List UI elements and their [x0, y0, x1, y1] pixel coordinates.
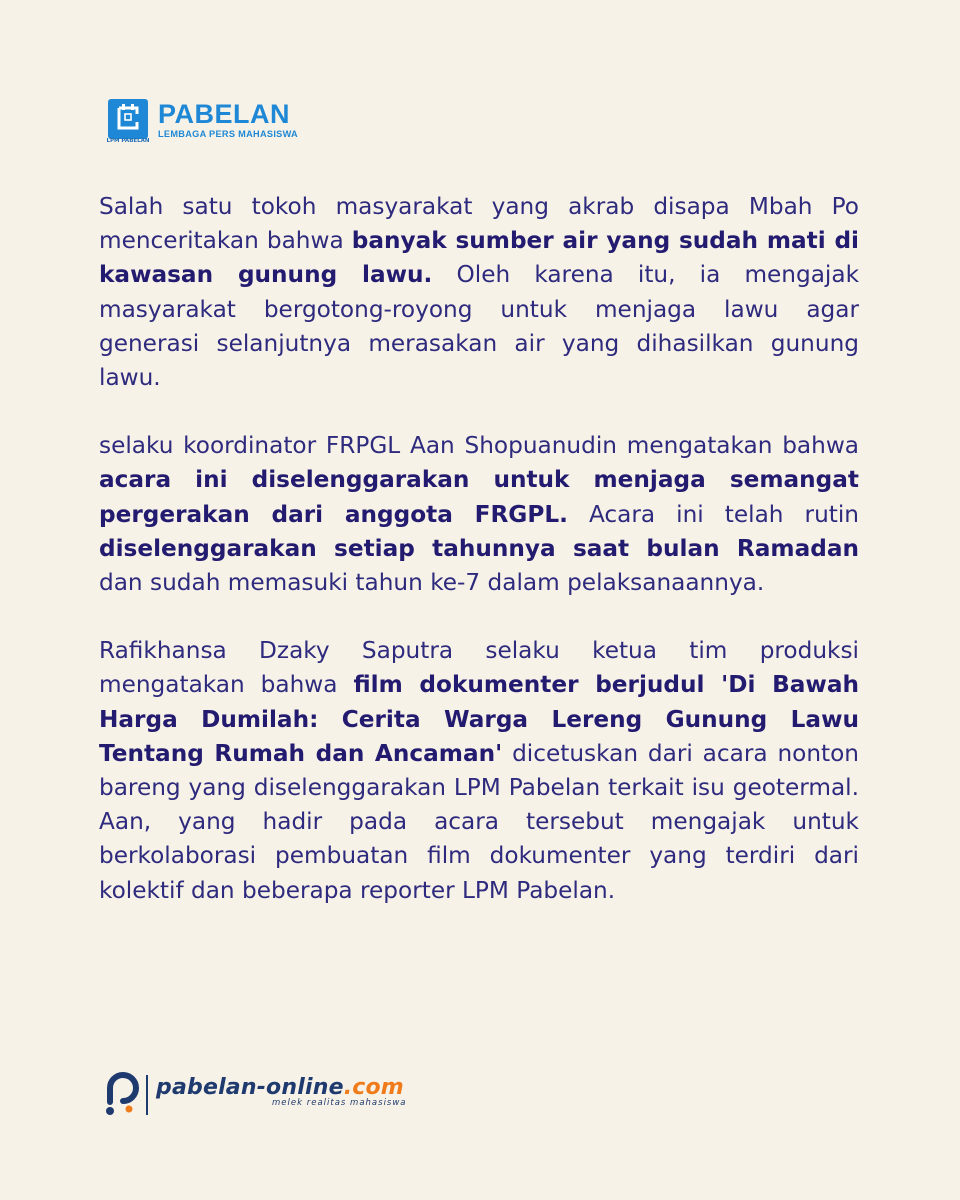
pabelan-logo	[108, 99, 298, 149]
paragraph-text: Salah satu tokoh masyarakat yang akrab disapa Mbah Po menceritakan bahwa	[99, 193, 859, 255]
pabelan-p-logo-icon	[102, 1072, 144, 1118]
highlighted-text: banyak sumber air yang sudah mati di kawasan gunung lawu.	[99, 227, 859, 289]
pabelan-online-logo	[102, 1072, 407, 1118]
footer-divider	[146, 1075, 148, 1115]
article-body	[99, 190, 859, 942]
logo-title: PABELAN	[158, 99, 291, 129]
paragraph-text: selaku koordinator FRPGL Aan Shopuanudin mengatakan bahwa	[99, 432, 859, 460]
paragraph-text: Rafikhansa Dzaky Saputra selaku ketua tim produksi mengatakan bahwa	[99, 637, 859, 699]
paragraph-text: dan sudah memasuki tahun ke-7 dalam pelaksanaannya.	[99, 569, 765, 597]
footer-tagline: melek realitas mahasiswa	[272, 1098, 407, 1108]
highlighted-text: diselenggarakan setiap tahunnya saat bulan Ramadan	[99, 534, 859, 562]
highlighted-text: acara ini diselenggarakan untuk menjaga semangat pergerakan dari anggota FRGPL.	[99, 466, 859, 528]
footer-site-name	[156, 1076, 407, 1100]
highlighted-text: film dokumenter berjudul 'Di Bawah Harga Dumilah: Cerita Warga Lereng Gunung Lawu Tentang Rumah dan Ancaman'	[99, 671, 859, 767]
paragraph-3	[99, 634, 859, 908]
paragraph-text: Acara ini telah rutin	[567, 500, 859, 528]
paragraph-text: Oleh karena itu, ia mengajak masyarakat bergotong-royong untuk menjaga lawu agar generasi selanjutnya merasakan air yang dihasilkan gunung lawu.	[99, 261, 859, 392]
site-tld: .com	[343, 1075, 404, 1100]
paragraph-1	[99, 190, 859, 395]
logo-subtitle: LEMBAGA PERS MAHASISWA	[158, 129, 298, 139]
site-name: pabelan-online	[156, 1075, 344, 1100]
lpm-pabelan-logo-icon	[108, 99, 148, 149]
paragraph-text: dicetuskan dari acara nonton bareng yang diselenggarakan LPM Pabelan terkait isu geotermal. Aan, yang hadir pada acara tersebut mengajak untuk berkolaborasi pembuatan film dokumenter yang terdiri dari kolektif dan beberapa reporter LPM Pabelan.	[99, 739, 859, 904]
logo-mark-label: LPM PABELAN	[106, 138, 150, 144]
paragraph-2	[99, 429, 859, 600]
